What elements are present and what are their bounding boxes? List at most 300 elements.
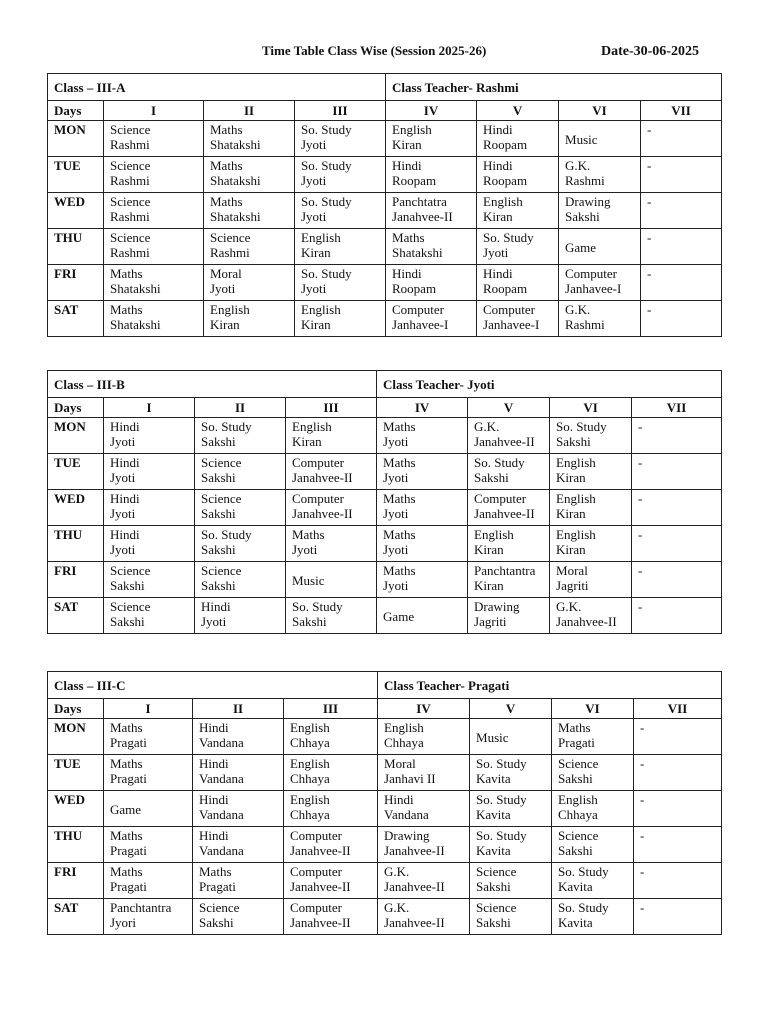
period-header: IV [377,398,468,418]
timetable-cell [550,562,632,598]
timetable-cell [386,157,477,193]
subject: So. Study [476,828,527,843]
timetable-cell [641,121,722,157]
teacher: Janhavee-I [565,281,622,296]
teacher: Janhavi II [384,771,436,786]
subject: Science [558,756,599,771]
subject: Hindi [110,527,140,542]
timetable-cell [104,265,204,301]
teacher: Jyoti [483,245,509,260]
period-header: II [195,398,286,418]
subject: English [558,792,598,807]
teacher: Shatakshi [110,281,161,296]
period-header: V [470,699,552,719]
period-header: III [286,398,377,418]
subject: Maths [110,864,143,879]
day-label: WED [48,791,104,827]
teacher: Shatakshi [110,317,161,332]
timetable-cell [104,719,193,755]
subject: So. Study [301,122,352,137]
teacher: Janahvee-II [384,879,445,894]
teacher: Janahvee-II [384,915,445,930]
timetable-cell [377,418,468,454]
subject: English [301,230,341,245]
timetable-cell [104,562,195,598]
table-row [48,562,722,598]
timetable-cell [104,490,195,526]
timetable-cell [286,562,377,598]
timetable-cell [286,418,377,454]
teacher: Chhaya [384,735,424,750]
teacher: Jyoti [110,434,136,449]
timetable-cell [295,157,386,193]
subject: So. Study [201,419,252,434]
teacher: Pragati [110,843,147,858]
timetable-cell [204,157,295,193]
table-row [48,301,722,337]
teacher: Jagriti [474,614,507,629]
timetable-cell [295,229,386,265]
subject: Science [110,122,151,137]
class-title-row [48,74,722,101]
timetable-cell [632,562,722,598]
timetable-class-iii-a [47,73,722,337]
teacher: Pragati [199,879,236,894]
period-header: IV [386,101,477,121]
period-header: III [295,101,386,121]
teacher: Shatakshi [392,245,443,260]
timetable-cell [193,863,284,899]
subject: Computer [565,266,618,281]
teacher: Jyori [110,915,136,930]
teacher: Sakshi [201,506,236,521]
class-teacher-label: Class Teacher- Jyoti [377,371,722,398]
timetable-cell [641,265,722,301]
timetable-cell [468,454,550,490]
period-header: VII [634,699,722,719]
subject: Moral [384,756,416,771]
subject: Maths [383,527,416,542]
class-label: Class – III-C [48,672,378,699]
class-label: Class – III-B [48,371,377,398]
timetable-cell [550,418,632,454]
subject: English [556,491,596,506]
period-header-row [48,398,722,418]
class-teacher-label: Class Teacher- Rashmi [386,74,722,101]
subject: Hindi [110,455,140,470]
subject: English [290,720,330,735]
timetable-cell [377,454,468,490]
timetable-cell [552,863,634,899]
day-label: THU [48,229,104,265]
timetable-cell [550,526,632,562]
timetable-cell [284,899,378,935]
teacher: Jyoti [383,434,409,449]
timetable-cell [378,719,470,755]
subject: Maths [558,720,591,735]
table-row [48,229,722,265]
subject: G.K. [556,599,582,614]
timetable-cell [104,121,204,157]
teacher: Roopam [483,281,528,296]
timetable-cell [286,454,377,490]
teacher: Jagriti [556,578,589,593]
timetable-cell [104,863,193,899]
timetable-cell [552,899,634,935]
timetable-cell [378,863,470,899]
subject: - [647,230,652,245]
table-row [48,121,722,157]
timetable-cell [104,418,195,454]
timetable-cell [641,193,722,229]
teacher: Kavita [476,807,511,822]
timetable-cell [195,454,286,490]
subject: Maths [110,756,143,771]
teacher: Jyoti [383,470,409,485]
subject: English [474,527,514,542]
teacher: Sakshi [199,915,234,930]
subject: Maths [110,828,143,843]
teacher: Kavita [558,879,593,894]
timetable-cell [193,827,284,863]
timetable-cell [552,791,634,827]
timetable-cell [641,229,722,265]
subject: Hindi [199,756,229,771]
teacher: Kiran [301,245,331,260]
days-header: Days [48,699,104,719]
timetable-cell [284,719,378,755]
timetable-cell [559,229,641,265]
timetable-cell [470,899,552,935]
teacher: Janahvee-II [292,470,353,485]
day-label: THU [48,526,104,562]
subject: So. Study [201,527,252,542]
subject: Science [201,491,242,506]
teacher: Sakshi [558,771,593,786]
teacher: Vandana [199,843,244,858]
timetable-cell [468,490,550,526]
timetable-cell [477,193,559,229]
period-header: IV [378,699,470,719]
timetable-cell [104,301,204,337]
subject: Science [110,194,151,209]
teacher: Roopam [483,173,528,188]
period-header: II [193,699,284,719]
teacher: Roopam [483,137,528,152]
timetable-cell [634,863,722,899]
teacher: Sakshi [556,434,591,449]
period-header: V [468,398,550,418]
teacher: Shatakshi [210,173,261,188]
timetable-cell [378,899,470,935]
timetable-cell [286,598,377,634]
subject: Music [565,131,598,147]
subject: Science [558,828,599,843]
teacher: Rashmi [110,245,150,260]
subject: - [638,527,643,542]
timetable-cell [468,418,550,454]
subject: - [640,792,645,807]
timetable-cell [632,454,722,490]
teacher: Jyoti [301,209,327,224]
table-row [48,719,722,755]
day-label: TUE [48,755,104,791]
subject: G.K. [565,302,591,317]
subject: English [290,756,330,771]
teacher: Chhaya [290,807,330,822]
teacher: Jyoti [301,281,327,296]
timetable-cell [204,229,295,265]
subject: Computer [483,302,536,317]
subject: So. Study [558,864,609,879]
timetable-cell [477,157,559,193]
timetable-cell [386,229,477,265]
teacher: Janahvee-II [556,614,617,629]
table-row [48,791,722,827]
table-row [48,755,722,791]
timetable-cell [641,157,722,193]
timetable-cell [195,562,286,598]
subject: So. Study [483,230,534,245]
timetable-cell [104,526,195,562]
table-row [48,526,722,562]
subject: Panchtantra [110,900,172,915]
teacher: Sakshi [201,578,236,593]
timetable-cell [632,598,722,634]
timetable-cell [632,418,722,454]
subject: English [483,194,523,209]
period-header: VII [632,398,722,418]
timetable-cell [634,755,722,791]
teacher: Kiran [392,137,422,152]
teacher: Jyoti [383,542,409,557]
timetable-cell [477,121,559,157]
days-header: Days [48,101,104,121]
timetable-cell [386,265,477,301]
teacher: Jyoti [383,506,409,521]
timetable-cell [204,265,295,301]
subject: G.K. [384,900,410,915]
subject: Computer [474,491,527,506]
subject: Hindi [483,122,513,137]
subject: Computer [290,900,342,915]
teacher: Janahvee-II [474,506,535,521]
timetable-cell [204,121,295,157]
subject: - [647,122,652,137]
timetable-cell [286,490,377,526]
timetable-cell [386,121,477,157]
subject: - [638,491,643,506]
page-date: Date-30-06-2025 [601,44,699,59]
subject: Science [110,599,151,614]
subject: Maths [383,419,416,434]
subject: English [392,122,432,137]
timetable-class-iii-c [47,671,722,935]
timetable-cell [559,121,641,157]
subject: Panchtatra [392,194,447,209]
timetable-cell [470,755,552,791]
subject: Computer [292,455,344,470]
teacher: Sakshi [476,915,511,930]
teacher: Jyoti [383,578,409,593]
day-label: TUE [48,157,104,193]
subject: So. Study [301,266,352,281]
teacher: Sakshi [201,434,236,449]
teacher: Jyoti [110,506,136,521]
subject: Moral [556,563,588,578]
subject: Maths [110,720,143,735]
teacher: Janahvee-II [384,843,445,858]
subject: Game [383,608,415,624]
timetable-cell [377,526,468,562]
timetable-cell [552,827,634,863]
teacher: Kiran [474,578,504,593]
period-header: VI [552,699,634,719]
teacher: Vandana [199,771,244,786]
teacher: Sakshi [110,614,145,629]
table-row [48,598,722,634]
teacher: Kiran [556,470,586,485]
day-label: MON [48,719,104,755]
teacher: Chhaya [558,807,598,822]
class-title-row [48,371,722,398]
timetable-cell [632,526,722,562]
timetable-cell [204,301,295,337]
subject: Science [201,455,242,470]
timetable-cell [477,265,559,301]
subject: - [638,599,643,614]
subject: Drawing [384,828,430,843]
class-teacher-label: Class Teacher- Pragati [378,672,722,699]
timetable-cell [104,755,193,791]
subject: English [292,419,332,434]
timetable-cell [468,598,550,634]
subject: - [640,900,645,915]
day-label: TUE [48,454,104,490]
subject: Maths [383,491,416,506]
teacher: Kiran [474,542,504,557]
timetable-cell [386,193,477,229]
subject: English [556,527,596,542]
subject: English [290,792,330,807]
timetable-cell [378,755,470,791]
period-header: I [104,398,195,418]
teacher: Janahvee-II [474,434,535,449]
table-row [48,899,722,935]
class-label: Class – III-A [48,74,386,101]
timetable-cell [634,791,722,827]
period-header: VI [559,101,641,121]
subject: Science [110,563,151,578]
timetable-cell [550,454,632,490]
day-label: WED [48,490,104,526]
table-row [48,454,722,490]
timetable-cell [634,899,722,935]
table-row [48,418,722,454]
timetable-cell [195,598,286,634]
subject: Computer [292,491,344,506]
subject: Hindi [199,792,229,807]
teacher: Sakshi [476,879,511,894]
subject: English [210,302,250,317]
table-row [48,863,722,899]
subject: Computer [290,828,342,843]
teacher: Chhaya [290,771,330,786]
teacher: Janhavee-I [392,317,449,332]
period-header: I [104,101,204,121]
teacher: Pragati [558,735,595,750]
timetable-cell [286,526,377,562]
day-label: FRI [48,265,104,301]
timetable-cell [104,791,193,827]
timetable-cell [632,490,722,526]
teacher: Kiran [483,209,513,224]
teacher: Janhavee-I [483,317,540,332]
subject: So. Study [476,792,527,807]
teacher: Rashmi [210,245,250,260]
subject: Science [110,158,151,173]
teacher: Kiran [210,317,240,332]
teacher: Jyoti [301,137,327,152]
teacher: Rashmi [110,209,150,224]
timetable-cell [468,562,550,598]
timetable-cell [104,598,195,634]
timetable-class-iii-b [47,370,722,634]
teacher: Janahvee-II [392,209,453,224]
teacher: Shatakshi [210,137,261,152]
timetable-cell [193,791,284,827]
table-row [48,157,722,193]
subject: Music [292,572,325,588]
subject: Hindi [392,158,422,173]
timetable-cell [377,562,468,598]
timetable-cell [284,863,378,899]
subject: Hindi [384,792,414,807]
subject: Hindi [483,158,513,173]
period-header-row [48,101,722,121]
subject: Science [476,864,517,879]
timetable-cell [559,301,641,337]
timetable-cell [377,598,468,634]
subject: Maths [210,122,243,137]
timetable-cell [477,301,559,337]
teacher: Janahvee-II [290,843,351,858]
teacher: Rashmi [565,317,605,332]
subject: So. Study [558,900,609,915]
class-title-row [48,672,722,699]
period-header: II [204,101,295,121]
teacher: Janahvee-II [290,915,351,930]
timetable-cell [295,301,386,337]
timetable-cell [634,719,722,755]
teacher: Shatakshi [210,209,261,224]
subject: Science [110,230,151,245]
subject: Drawing [565,194,611,209]
teacher: Kiran [556,506,586,521]
timetable-cell [559,193,641,229]
teacher: Pragati [110,735,147,750]
teacher: Pragati [110,771,147,786]
timetable-cell [104,229,204,265]
teacher: Jyoti [292,542,318,557]
subject: So. Study [474,455,525,470]
teacher: Jyoti [210,281,236,296]
timetable-cell [193,755,284,791]
subject: Drawing [474,599,520,614]
teacher: Sakshi [110,578,145,593]
timetable-cell [104,157,204,193]
table-row [48,265,722,301]
